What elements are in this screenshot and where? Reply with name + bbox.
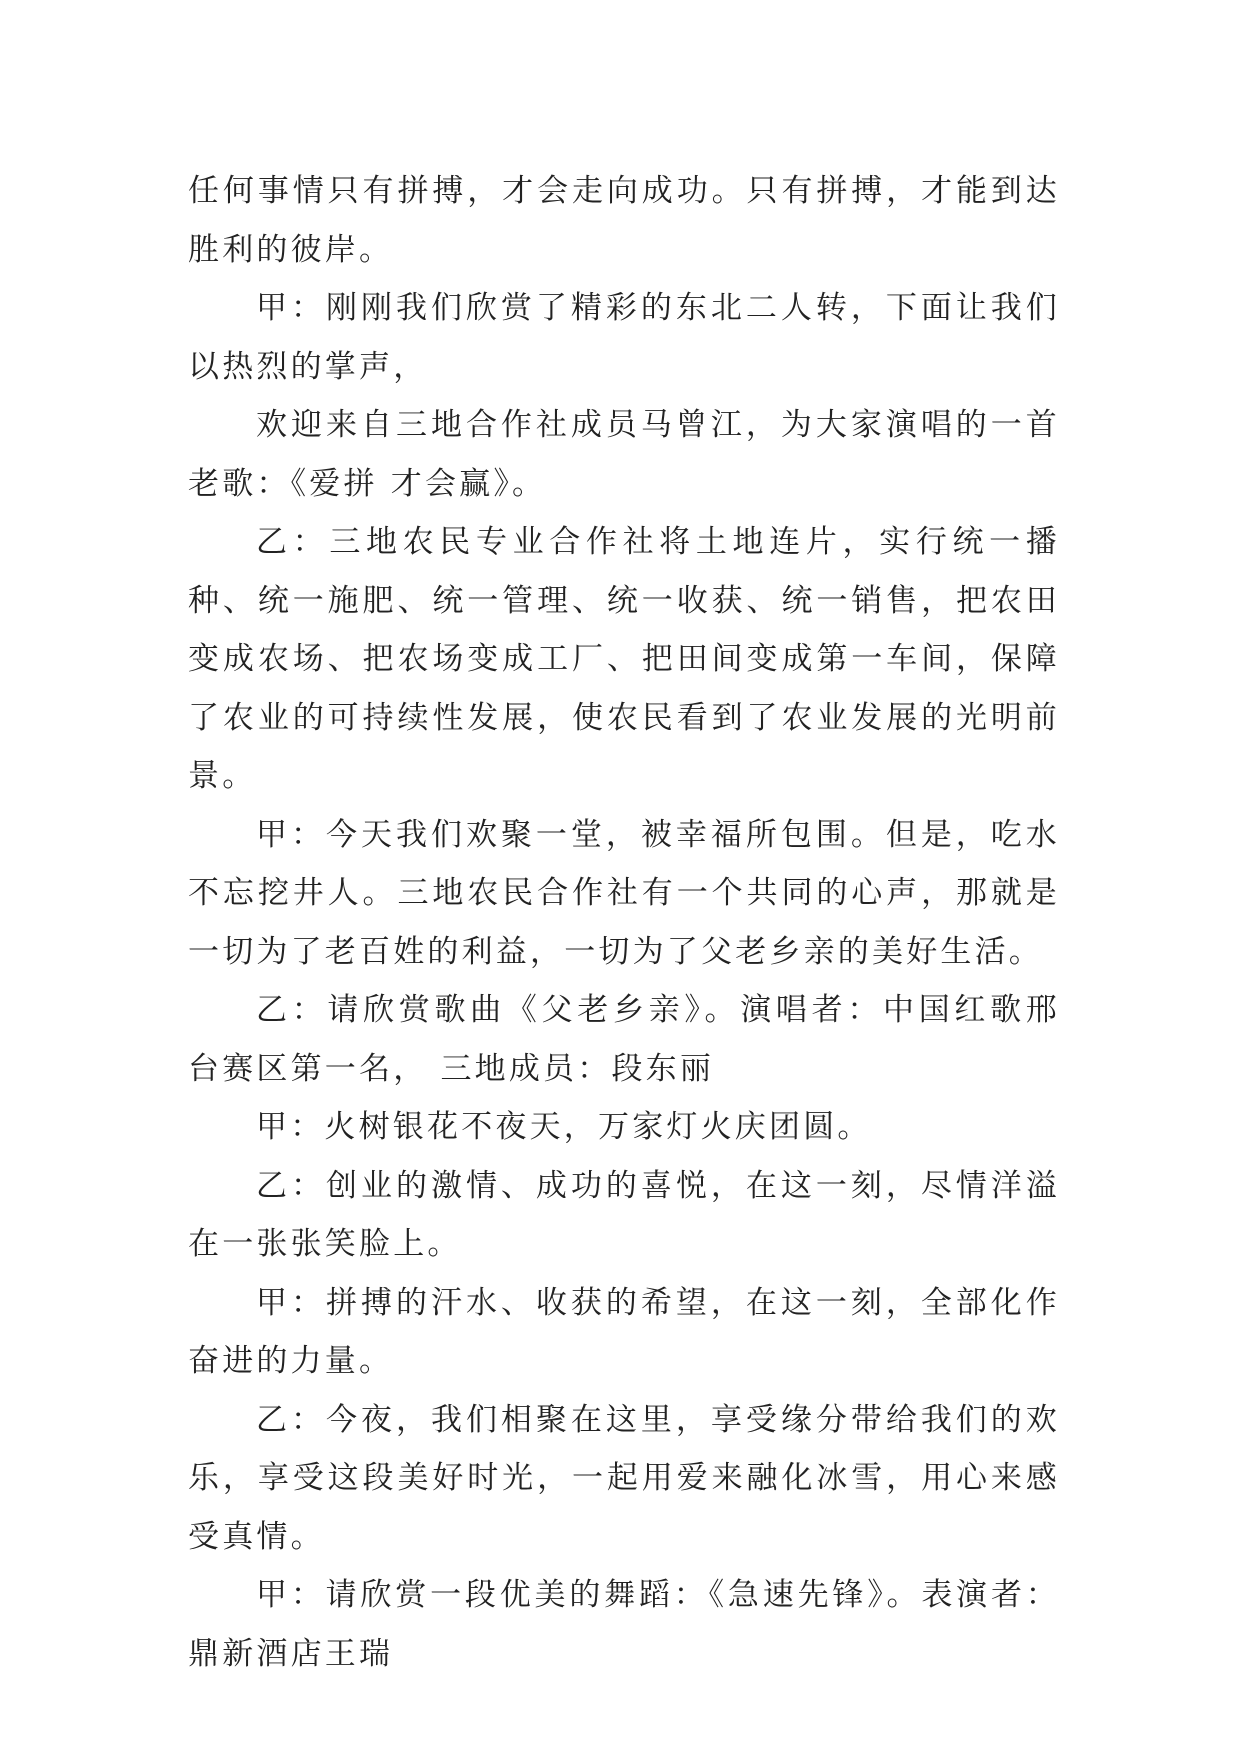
paragraph-4: 乙：三地农民专业合作社将土地连片，实行统一播种、统一施肥、统一管理、统一收获、统一销售，把农田变成农场、把农场变成工厂、把田间变成第一车间，保障了农业的可持续性发展，使农民看到了农业发展的光明前景。: [188, 524, 1060, 794]
paragraph-3: 欢迎来自三地合作社成员马曾江，为大家演唱的一首老歌：《爱拼 才会赢》。: [188, 407, 1060, 502]
paragraph-11: 甲：请欣赏一段优美的舞蹈：《急速先锋》。表演者：鼎新酒店王瑞: [188, 1577, 1060, 1672]
paragraph-8: 乙：创业的激情、成功的喜悦，在这一刻，尽情洋溢在一张张笑脸上。: [188, 1167, 1060, 1262]
paragraph-1: 任何事情只有拼搏，才会走向成功。只有拼搏，才能到达胜利的彼岸。: [188, 173, 1060, 268]
document-page: [188, 162, 1060, 1683]
paragraph-5: 甲：今天我们欢聚一堂，被幸福所包围。但是，吃水不忘挖井人。三地农民合作社有一个共同的心声，那就是一切为了老百姓的利益，一切为了父老乡亲的美好生活。: [188, 816, 1060, 970]
paragraph-9: 甲：拼搏的汗水、收获的希望，在这一刻，全部化作奋进的力量。: [188, 1284, 1060, 1379]
paragraph-10: 乙：今夜，我们相聚在这里，享受缘分带给我们的欢乐，享受这段美好时光，一起用爱来融化冰雪，用心来感受真情。: [188, 1401, 1060, 1555]
paragraph-2: 甲：刚刚我们欣赏了精彩的东北二人转，下面让我们以热烈的掌声，: [188, 290, 1060, 385]
paragraph-7: 甲：火树银花不夜天，万家灯火庆团圆。: [256, 1109, 872, 1145]
paragraph-6: 乙：请欣赏歌曲《父老乡亲》。演唱者：中国红歌邢台赛区第一名， 三地成员：段东丽: [188, 992, 1060, 1087]
